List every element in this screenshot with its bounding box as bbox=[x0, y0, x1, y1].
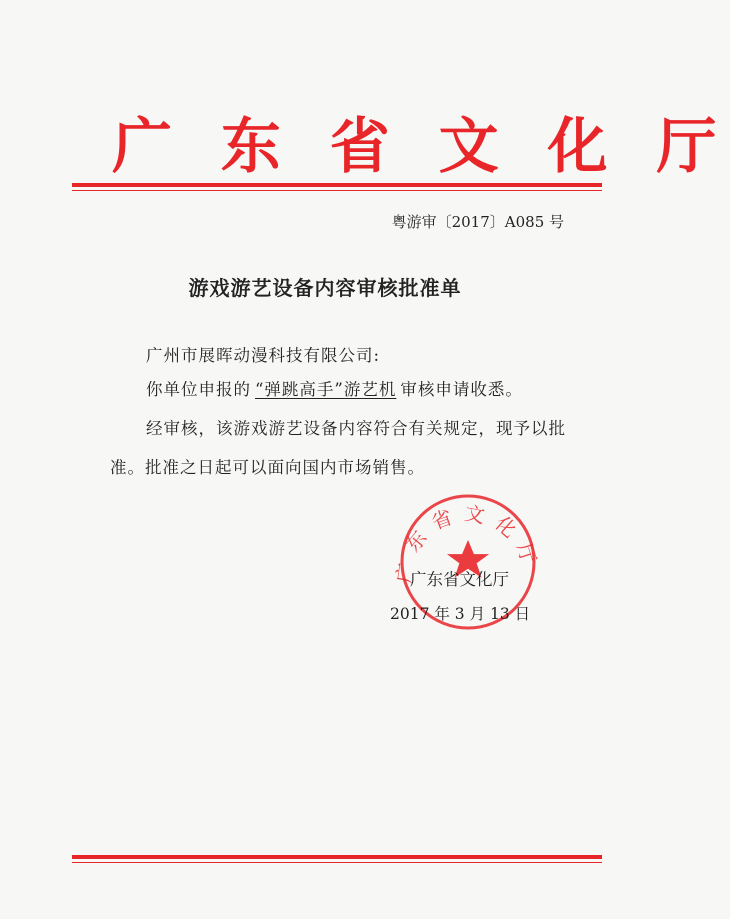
signature-date: 2017 年 3 月 13 日 bbox=[390, 605, 531, 623]
document-number: 粤游审〔2017〕A085 号 bbox=[391, 213, 564, 231]
body-line-decision: 经审核，该游戏游艺设备内容符合有关规定，现予以批 bbox=[146, 419, 566, 438]
header-rule-thick bbox=[72, 183, 602, 187]
application-suffix: 审核申请收悉。 bbox=[400, 380, 523, 399]
product-name: “弹跳高手”游艺机 bbox=[255, 380, 397, 399]
body-line-approval: 准。批准之日起可以面向国内市场销售。 bbox=[110, 458, 425, 477]
footer-rule-thick bbox=[72, 855, 602, 859]
svg-text:广东省文化厅: 广东省文化厅 bbox=[391, 500, 545, 585]
header-rule-thin bbox=[72, 190, 602, 191]
application-prefix: 你单位申报的 bbox=[146, 380, 251, 399]
body-line-application bbox=[146, 376, 523, 400]
document-title: 游戏游艺设备内容审核批准单 bbox=[188, 276, 462, 300]
footer-rule-thin bbox=[72, 862, 602, 863]
salutation: 广州市展晖动漫科技有限公司: bbox=[146, 346, 381, 365]
signature-organization: 广东省文化厅 bbox=[410, 570, 509, 589]
issuer-header: 广 东 省 文 化 厅 bbox=[112, 112, 730, 182]
